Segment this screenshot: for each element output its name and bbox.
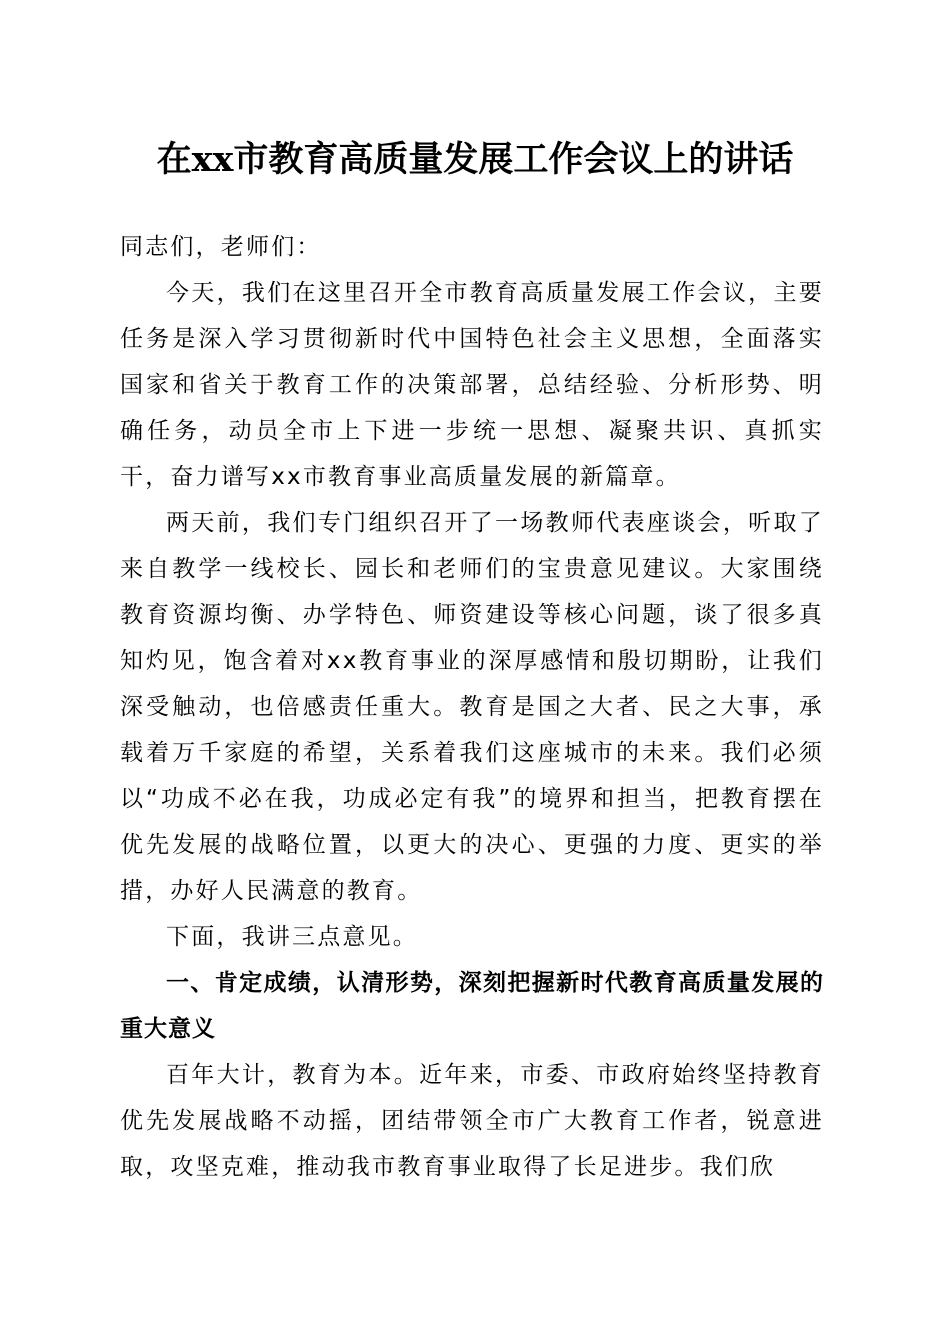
- paragraph-intro: 今天，我们在这里召开全市教育高质量发展工作会议，主要任务是深入学习贯彻新时代中国特色社会主义思想，全面落实国家和省关于教育工作的决策部署，总结经验、分析形势、明确任务，动员全市上下进一步统一思想、凝聚共识、真抓实干，奋力谱写xx市教育事业高质量发展的新篇章。: [120, 280, 824, 490]
- paragraph-section1: 百年大计，教育为本。近年来，市委、市政府始终坚持教育优先发展战略不动摇，团结带领全市广大教育工作者，锐意进取，攻坚克难，推动我市教育事业取得了长足进步。我们欣: [120, 1062, 824, 1180]
- paragraph-three-points: 下面，我讲三点意见。: [166, 924, 418, 950]
- document-body: [120, 224, 824, 1190]
- greeting-line: 同志们，老师们：: [120, 234, 322, 260]
- document-title: 在xx市教育高质量发展工作会议上的讲话: [156, 139, 794, 180]
- section-heading-1: 一、肯定成绩，认清形势，深刻把握新时代教育高质量发展的重大意义: [120, 970, 824, 1042]
- paragraph-symposium: 两天前，我们专门组织召开了一场教师代表座谈会，听取了来自教学一线校长、园长和老师们的宝贵意见建议。大家围绕教育资源均衡、办学特色、师资建设等核心问题，谈了很多真知灼见，饱含着对xx教育事业的深厚感情和殷切期盼，让我们深受触动，也倍感责任重大。教育是国之大者、民之大事，承载着万千家庭的希望，关系着我们这座城市的未来。我们必须以“功成不必在我，功成必定有我”的境界和担当，把教育摆在优先发展的战略位置，以更大的决心、更强的力度、更实的举措，办好人民满意的教育。: [120, 510, 824, 904]
